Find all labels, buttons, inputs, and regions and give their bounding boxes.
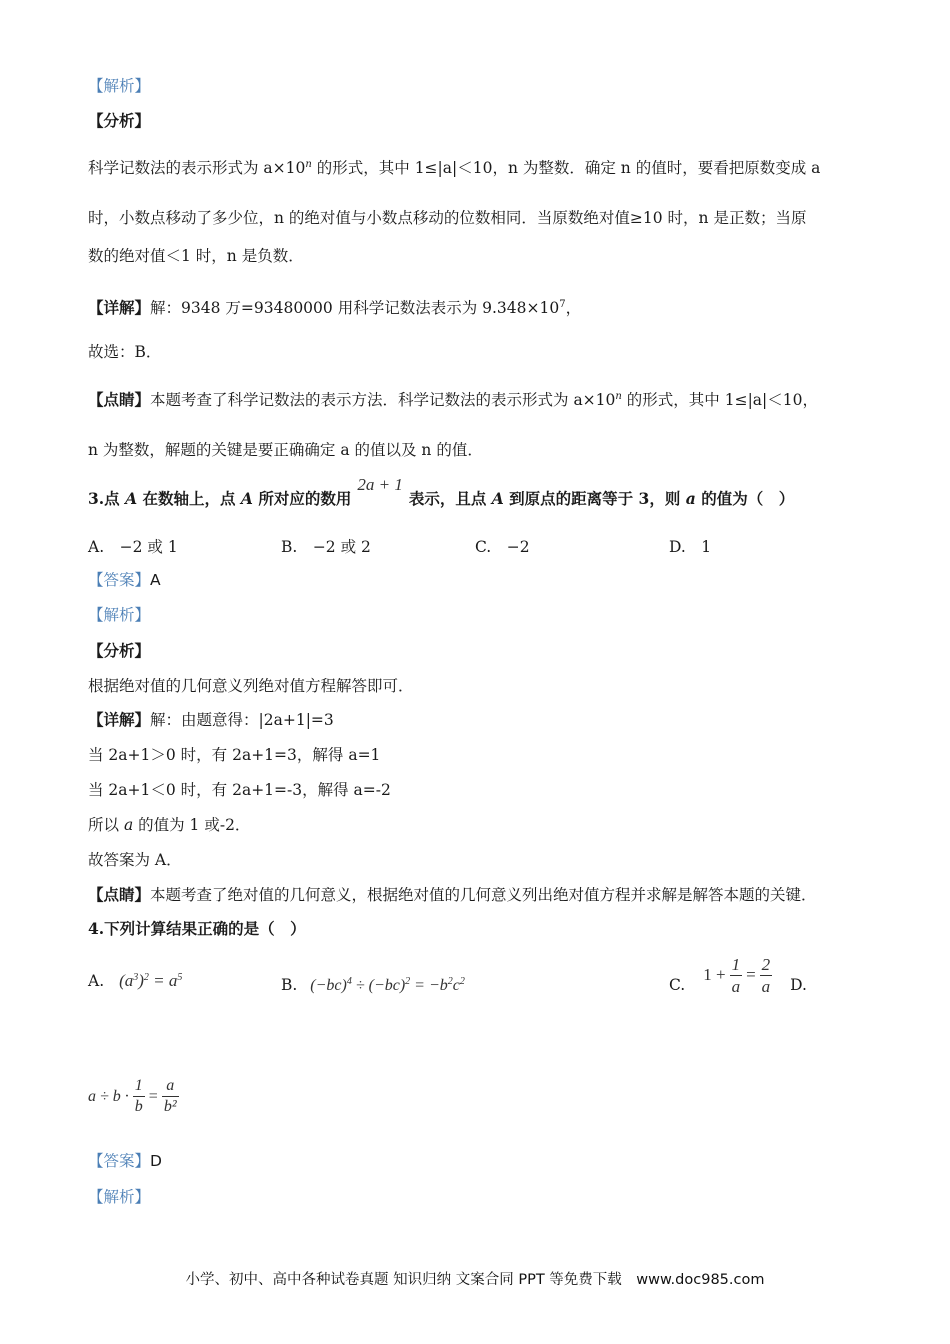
q3-detail-1: 【详解】解：由题意得：|2a+1|=3 [88,710,334,729]
q3-analysis: 根据绝对值的几何意义列绝对值方程解答即可． [88,677,414,695]
q4-jiexi-label: 【解析】 [88,1188,151,1206]
dianjing-line: 【点睛】本题考查了科学记数法的表示方法．科学记数法的表示形式为 $a\times 10^n$ 的形式，其中 1≤|a|＜10， [88,390,818,409]
dianjing-line-2: n 为整数，解题的关键是要正确确定 a 的值以及 n 的值． [88,441,483,459]
q4-option-a: A. $(a^3)^2 = a^5$ [88,971,183,990]
q3-fenxi-label: 【分析】 [88,641,151,660]
q3-option-b: B. −2 或 2 [281,538,371,556]
q3-jiexi-label: 【解析】 [88,606,151,624]
q4-option-b: B. $(-bc)^4 \div (-bc)^2 = -b^2c^2$ [281,976,465,994]
page-footer: 小学、初中、高中各种试卷真题 知识归纳 文案合同 PPT 等免费下载 www.doc985.com [185,1272,765,1288]
choice-line: 故选：B． [88,343,162,361]
q4-stem: 4.下列计算结果正确的是（ ） [88,919,306,938]
q3-option-a: A. −2 或 1 [88,538,178,556]
q3-answer: 【答案】A [88,571,161,589]
q4-option-d: a ÷ b · $\frac{1}{b}$ = $\frac{a}{\text{b²}}$ [88,1077,177,1115]
analysis-line-3: 数的绝对值＜1 时，n 是负数． [88,247,304,265]
q3-detail-4: 所以 a 的值为 1 或-2． [88,816,251,834]
detail-line: 【详解】解：9348 万=93480000 用科学记数法表示为 $9.348\times 10^7$， [88,298,582,317]
q3-detail-3: 当 2a+1＜0 时，有 2a+1=-3，解得 a=-2 [88,781,391,799]
analysis-line-2: 时，小数点移动了多少位，n 的绝对值与小数点移动的位数相同．当原数绝对值≥10 时，n 是正数；当原 [88,209,807,227]
q3-option-d: D. 1 [669,538,712,556]
q3-expression: 2a + 1 [357,475,403,494]
q3-detail-2: 当 2a+1＞0 时，有 2a+1=3，解得 a=1 [88,746,381,764]
q4-option-c: C. 1 + $\frac{1}{a}$ = $\frac{2}{a}$ D. [669,954,807,996]
q3-stem: 3.点 A 在数轴上，点 A 所对应的数用2a + 1表示，且点 A 到原点的距离等于 3，则 a 的值为（ ） [88,475,795,508]
jiexi-label: 【解析】 [88,77,151,95]
q4-answer: 【答案】D [88,1152,162,1170]
q3-option-c: C. −2 [475,538,530,556]
q3-dianjing: 【点睛】本题考查了绝对值的几何意义，根据绝对值的几何意义列出绝对值方程并求解是解答本题的关键． [88,885,817,904]
q3-detail-5: 故答案为 A． [88,851,182,869]
analysis-line-1: 科学记数法的表示形式为 $a\times 10^n$ 的形式，其中 1≤|a|＜10，n 为整数．确定 n 的值时，要看把原数变成 a [88,159,821,177]
fenxi-label: 【分析】 [88,111,151,130]
